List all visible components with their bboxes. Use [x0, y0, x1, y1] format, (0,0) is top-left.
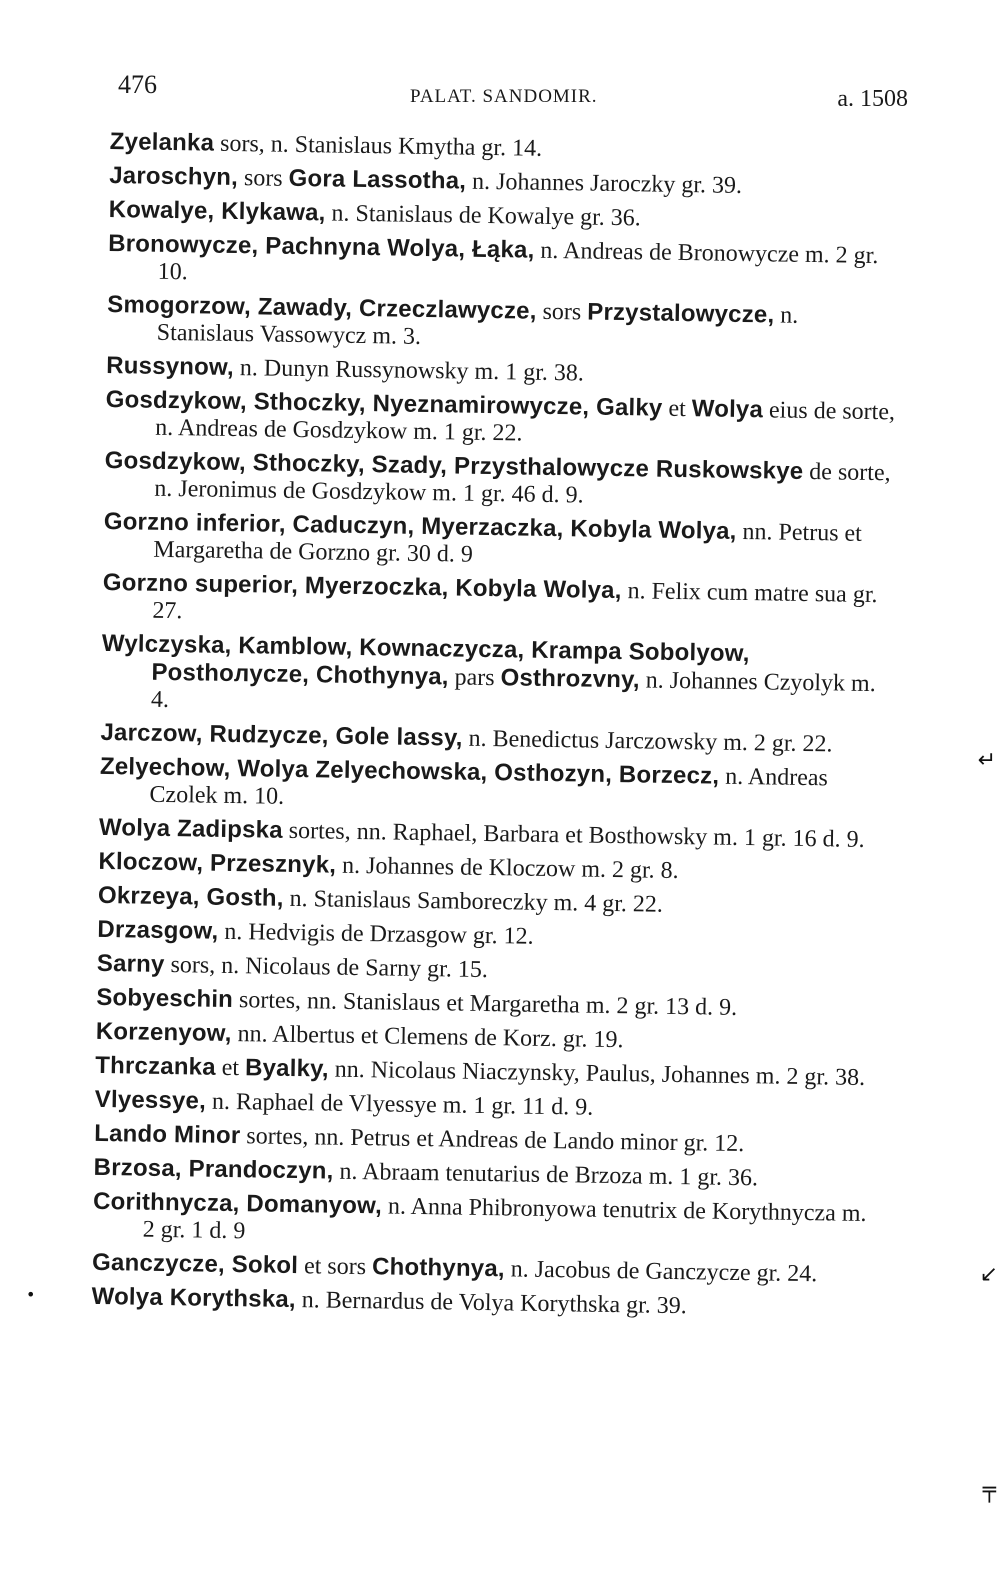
- place-name: Okrzeya, Gosth,: [97, 881, 284, 912]
- entry-line: [93, 1154, 883, 1194]
- place-name: Zelyechow, Wolya Zelyechowska, Osthozyn, Borzecz,: [99, 752, 720, 790]
- entry-line: [107, 291, 898, 358]
- place-name: Gorzno superior, Myerzoczka, Kobyla Wolya,: [102, 568, 622, 605]
- entry-text: sors, n. Nicolaus de Sarny gr. 15.: [164, 951, 489, 984]
- place-name: Brzosa, Prandoczyn,: [93, 1153, 334, 1185]
- entry-line: [101, 630, 892, 725]
- place-name: Ganczycze, Sokol: [91, 1248, 299, 1280]
- entry-line: [95, 1086, 885, 1126]
- running-title: PALAT. SANDOMIR.: [410, 86, 598, 107]
- entry-text: et: [662, 395, 692, 423]
- entry-list: [91, 128, 900, 1329]
- entry-text: n. Andreas de Bronowycze m. 2 gr. 10.: [157, 237, 879, 286]
- place-name: Gorzno inferior, Caduczyn, Myerzaczka, Kobyla Wolya,: [103, 507, 737, 545]
- entry-line: [97, 916, 887, 956]
- entry-line: [110, 128, 900, 168]
- place-name: Osthrozvny,: [500, 664, 640, 694]
- entry-line: [99, 814, 889, 854]
- entry-text: n. Dunyn Russynowsky m. 1 gr. 38.: [233, 354, 585, 387]
- entry-text: n. Bernardus de Volya Korythska gr. 39.: [295, 1287, 688, 1320]
- entry-text: sors, n. Stanislaus Kmytha gr. 14.: [213, 130, 543, 162]
- entry-text: n. Stanislaus Vassowycz m. 3.: [156, 302, 799, 350]
- entry-text: nn. Petrus et Margaretha de Gorzno gr. 30 d. 9: [153, 518, 863, 568]
- entry-line: [106, 352, 896, 392]
- entry-line: [97, 950, 887, 990]
- place-name: Zyelanka: [109, 128, 215, 157]
- entry-text: et: [215, 1054, 246, 1082]
- entry-line: [95, 1052, 885, 1092]
- place-name: Korzenyow,: [95, 1017, 232, 1048]
- place-name: Chothynya,: [371, 1253, 505, 1283]
- place-name: Jarczow, Rudzycze, Gole lassy,: [100, 718, 463, 752]
- entry-line: [92, 1249, 882, 1289]
- entry-text: eius de sorte, n. Andreas de Gosdzykow m. 1 gr. 22.: [155, 397, 896, 447]
- entry-text: n. Andreas Czolek m. 10.: [149, 763, 829, 810]
- entry-text: sortes, nn. Raphael, Barbara et Bosthowsky m. 1 gr. 16 d. 9.: [282, 817, 865, 853]
- entry-line: [102, 569, 893, 636]
- entry-line: [91, 1283, 881, 1323]
- margin-dot-icon: •: [26, 1285, 36, 1304]
- entry-line: [108, 230, 899, 297]
- place-name: Russynow,: [106, 351, 235, 381]
- entry-text: nn. Albertus et Clemens de Korz. gr. 19.: [231, 1021, 624, 1054]
- place-name: Vlyessye,: [94, 1085, 207, 1115]
- entry-text: n. Felix cum matre sua gr. 27.: [152, 578, 878, 625]
- entry-text: n. Johannes de Kloczow m. 2 gr. 8.: [335, 852, 679, 885]
- place-name: Drzasgow,: [97, 915, 219, 945]
- place-name: Byalky,: [244, 1054, 329, 1083]
- entry-line: [108, 196, 898, 236]
- entry-line: [104, 447, 895, 514]
- entry-line: [98, 882, 888, 922]
- entry-text: n. Raphael de Vlyessye m. 1 gr. 11 d. 9.: [205, 1088, 594, 1121]
- entry-text: sortes, nn. Petrus et Andreas de Lando minor gr. 12.: [240, 1123, 745, 1158]
- entry-line: [99, 753, 890, 820]
- entry-text: n. Johannes Jaroczky gr. 39.: [465, 168, 743, 199]
- entry-text: pars: [448, 664, 501, 692]
- place-name: Bronowycze, Pachnyna Wolya, Łąka,: [107, 229, 535, 264]
- margin-mark-icon: ╤: [982, 1478, 996, 1503]
- place-name: Sobyeschin: [96, 983, 234, 1014]
- place-name: Gosdzykow, Sthoczky, Szady, Przysthalowycze Ruskowskye: [104, 446, 804, 485]
- entry-text: sors: [536, 298, 588, 326]
- entry-text: nn. Nicolaus Niaczynsky, Paulus, Johannes m. 2 gr. 38.: [328, 1056, 866, 1091]
- place-name: Wolya: [691, 395, 764, 424]
- entry-line: [100, 719, 890, 759]
- margin-mark-icon: ↙: [979, 1262, 998, 1287]
- place-name: Kloczow, Przesznyk,: [98, 847, 337, 879]
- entry-line: [109, 162, 899, 202]
- entry-text: sortes, nn. Stanislaus et Margaretha m. 2 gr. 13 d. 9.: [232, 987, 738, 1021]
- entry-line: [96, 984, 886, 1024]
- entry-line: [98, 848, 888, 888]
- entry-text: de sorte, n. Jeronimus de Gosdzykow m. 1 gr. 46 d. 9.: [154, 458, 891, 509]
- place-name: Thrczanka: [95, 1051, 216, 1081]
- entry-text: n. Benedictus Jarczowsky m. 2 gr. 22.: [462, 725, 833, 758]
- entry-line: [94, 1120, 884, 1160]
- entry-text: n. Stanislaus de Kowalye gr. 36.: [325, 200, 641, 232]
- place-name: Kowalye, Klykawa,: [108, 195, 326, 227]
- place-name: Gosdzykow, Sthoczky, Nyeznamirowycze, Galky: [105, 385, 663, 422]
- entry-text: n. Johannes Czyolyk m. 4.: [150, 667, 876, 713]
- entry-line: [105, 386, 896, 453]
- place-name: Gora Lassotha,: [288, 164, 467, 195]
- page-header: [118, 64, 908, 114]
- margin-mark-icon: ↵: [977, 748, 996, 773]
- place-name: Przystalowycze,: [587, 298, 775, 329]
- place-name: Smogorzow, Zawady, Crzeczlawycze,: [107, 290, 537, 325]
- year-label: a. 1508: [837, 86, 908, 112]
- place-name: Wolya Korythska,: [91, 1282, 296, 1314]
- entry-line: [103, 508, 894, 575]
- place-name: Wolya Zadipska: [98, 813, 283, 844]
- place-name: Jaroschyn,: [109, 161, 239, 192]
- page-number: 476: [118, 70, 157, 99]
- entry-text: n. Anna Phibronyowa tenutrix de Korythnycza m. 2 gr. 1 d. 9: [142, 1193, 867, 1245]
- entry-line: [96, 1018, 886, 1058]
- place-name: Sarny: [96, 949, 165, 978]
- entry-text: n. Jacobus de Ganczycze gr. 24.: [504, 1256, 818, 1288]
- entry-text: n. Stanislaus Samboreczky m. 4 gr. 22.: [283, 885, 664, 918]
- place-name: Wylczyska, Kamblow, Kownaczycza, Krampa Sobolyow, Posthoлycze, Chothynya,: [101, 629, 750, 691]
- entry-text: n. Abraam tenutarius de Brzoza m. 1 gr. 36.: [333, 1158, 759, 1192]
- entry-text: sors: [237, 165, 289, 192]
- place-name: Lando Minor: [93, 1119, 241, 1150]
- entry-text: n. Hedvigis de Drzasgow gr. 12.: [218, 918, 534, 950]
- entry-text: et sors: [297, 1253, 373, 1281]
- place-name: Corithnycza, Domanyow,: [92, 1187, 383, 1220]
- entry-line: [92, 1188, 883, 1255]
